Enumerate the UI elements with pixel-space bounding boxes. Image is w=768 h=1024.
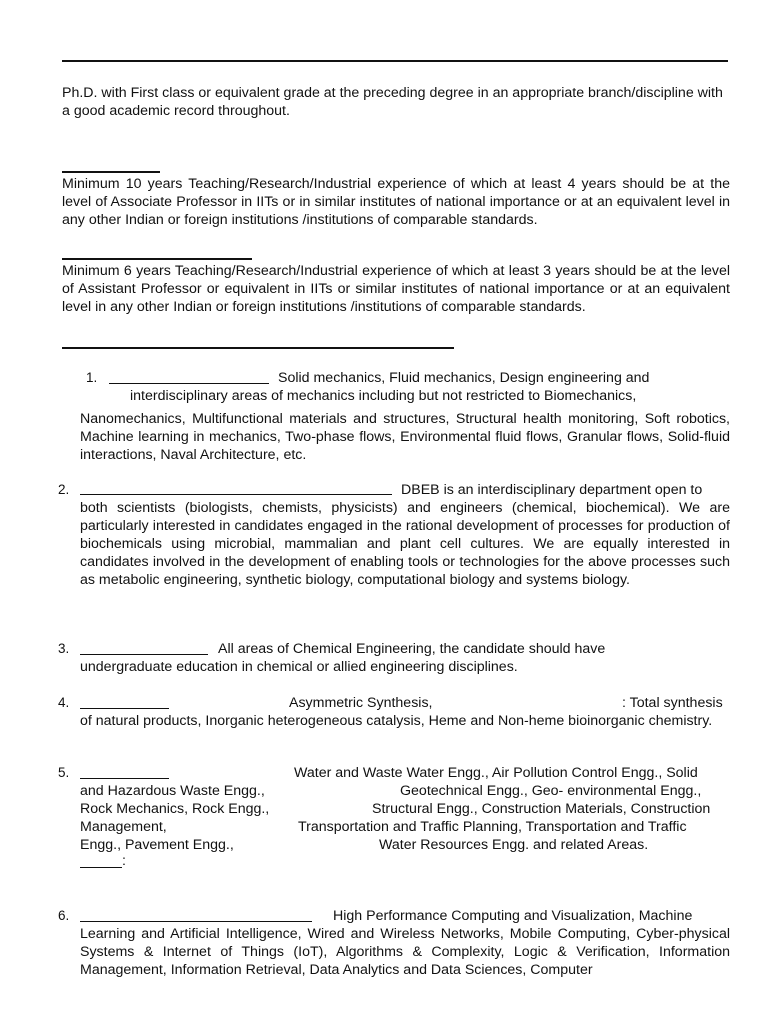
area-number: 2. (58, 482, 70, 497)
professor-heading-rule (62, 171, 160, 173)
area-text-segment: : (122, 853, 126, 869)
area-subheading-blank (80, 867, 122, 868)
area-text-line: All areas of Chemical Engineering, the candidate should have (218, 641, 606, 657)
area-text: Nanomechanics, Multifunctional materials and structures, Structural health monitoring, Soft robotics, Machine learning in mechanics, Two-phase flows, Environmental fluid flows, Granular flows, Solid-fluid interactions, Naval Architecture, etc. (80, 411, 730, 463)
area-text-segment: Engg., Pavement Engg., (80, 837, 234, 853)
area-text-segment: Transportation and Traffic Planning, Transportation and Traffic (298, 819, 687, 835)
area-text-line: DBEB is an interdisciplinary department open to (401, 482, 703, 498)
area-text-segment: Rock Mechanics, Rock Engg., (80, 801, 270, 817)
area-text: of natural products, Inorganic heterogeneous catalysis, Heme and Non-heme bioinorganic chemistry. (80, 713, 713, 729)
top-rule (62, 60, 728, 62)
area-text-line: High Performance Computing and Visualization, Machine (333, 908, 693, 924)
professor-experience: Minimum 10 years Teaching/Research/Industrial experience of which at least 4 years should be at the level of Associate Professor in IITs or in similar institutes of national importance or at an equivalent level in any other Indian or foreign institutions /institutions of comparable standards. (62, 176, 730, 228)
area-text-segment: Structural Engg., Construction Materials, Construction (372, 801, 711, 817)
area-number: 4. (58, 695, 70, 710)
associate-experience: Minimum 6 years Teaching/Research/Industrial experience of which at least 3 years should be at the level of Assistant Professor or equivalent in IITs or similar institutes of national importance or at an equivalent level in any other Indian or foreign institutions /institutions of comparable standards. (62, 263, 730, 315)
area-heading-blank (80, 708, 169, 709)
area-text-line: interdisciplinary areas of mechanics including but not restricted to Biomechanics, (130, 388, 637, 404)
area-text-segment: Management, (80, 819, 167, 835)
area-number: 3. (58, 641, 70, 656)
area-heading-blank (80, 921, 312, 922)
area-text-segment: Water Resources Engg. and related Areas. (379, 837, 649, 853)
associate-heading-rule (62, 258, 252, 260)
area-heading-blank (80, 494, 392, 495)
area-heading-blank (80, 654, 208, 655)
area-text-segment: Geotechnical Engg., Geo- environmental Engg., (400, 783, 702, 799)
area-number: 6. (58, 908, 70, 923)
area-text-line: Water and Waste Water Engg., Air Pollution Control Engg., Solid (294, 765, 698, 781)
area-text-segment: Asymmetric Synthesis, (289, 695, 433, 711)
area-text-segment: and Hazardous Waste Engg., (80, 783, 265, 799)
area-number: 5. (58, 765, 70, 780)
area-text: Learning and Artificial Intelligence, Wired and Wireless Networks, Mobile Computing, Cyber-physical Systems & Internet of Things (IoT), Algorithms & Complexity, Logic & Verification, Information Management, Information Retrieval, Data Analytics and Data Sciences, Computer (80, 926, 730, 978)
area-heading-blank (109, 383, 269, 384)
area-text: undergraduate education in chemical or allied engineering disciplines. (80, 659, 518, 675)
area-number: 1. (86, 370, 98, 385)
area-text-segment: : Total synthesis (622, 695, 723, 711)
area-heading-blank (80, 778, 169, 779)
area-text-line: Solid mechanics, Fluid mechanics, Design engineering and (278, 370, 650, 386)
phd-qualification: Ph.D. with First class or equivalent grade at the preceding degree in an appropriate branch/discipline with a good academic record throughout. (62, 85, 723, 119)
areas-heading-rule (62, 347, 454, 349)
area-text: both scientists (biologists, chemists, physicists) and engineers (chemical, biochemical). We are particularly interested in candidates engaged in the rational development of processes for production of biochemicals using microbial, mammalian and plant cell cultures. We are equally interested in candidates involved in the development of enabling tools or technologies for the above processes such as metabolic engineering, synthetic biology, computational biology and systems biology. (80, 500, 730, 588)
